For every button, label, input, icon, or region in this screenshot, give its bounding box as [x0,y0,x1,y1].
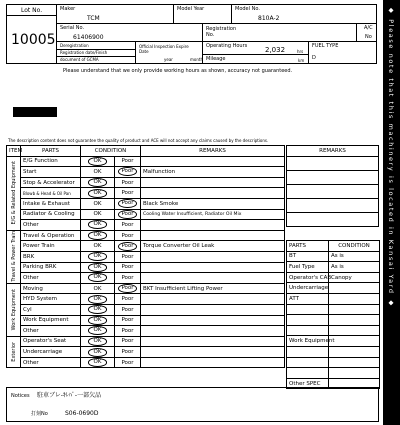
remark [141,220,285,231]
condition-ok-cell [81,156,115,167]
right-blank-row [329,325,380,336]
part-name: Radiator & Cooling [21,209,81,220]
table-row [7,251,285,262]
table-row [7,357,285,368]
condition-ok-cell [81,241,115,252]
part-name: E/G Function [21,156,81,167]
table-row [7,209,285,220]
group-label-cell [7,230,21,283]
right-work-equipment-label: Work Equipment [287,336,329,347]
condition-poor: Poor [121,190,134,197]
month-label: month [190,57,203,62]
condition-poor-cell [115,251,141,262]
part-name: BRK [21,251,81,262]
right-row [287,272,380,283]
right-blank-row [329,357,380,368]
ac-label: A/C [364,25,373,31]
condition-ok-cell [81,251,115,262]
part-name: Stop & Accelerator [21,177,81,188]
right-blank-row [329,346,380,357]
right-part: ATT [287,293,329,304]
condition-poor-cell [115,273,141,284]
table-row [7,304,285,315]
condition-poor-cell [115,198,141,209]
condition-ok-cell [81,315,115,326]
right-condition: As is [329,262,380,273]
mileage-unit: km [298,58,305,63]
condition-ok: OK [88,295,108,304]
condition-header: CONDITION [81,146,141,157]
right-remarks-row [287,198,379,212]
condition-poor: Poor [121,221,134,228]
right-remarks-row [287,184,379,198]
serial-value: 61406900 [73,34,104,41]
table-row [7,326,285,337]
remark [141,230,285,241]
table-row [7,220,285,231]
right-remarks-row [287,170,379,184]
condition-poor: Poor [121,349,134,356]
hours-value: 2,032 [265,46,286,54]
table-row [7,177,285,188]
maker-cell [56,4,174,24]
remark: Black Smoke [141,198,285,209]
condition-ok: OK [93,168,102,175]
model-no-value: 810A-2 [258,15,280,22]
fuel-cell [308,41,377,64]
condition-poor: Poor [121,327,134,334]
part-name: Travel & Operation [21,230,81,241]
table-row [7,156,285,167]
remark [141,294,285,305]
model-year-cell [173,4,232,24]
remark [141,315,285,326]
right-blank-row [287,315,329,326]
condition-poor: Poor [121,274,134,281]
condition-poor-cell [115,294,141,305]
remark [141,304,285,315]
condition-poor-cell [115,347,141,358]
group-label-cell [7,283,21,336]
table-row [7,273,285,284]
model-no-label: Model No. [235,6,260,12]
sidebar-note: ◆ Please note that this machinery is located in Kansai Yard ◆ [387,6,395,308]
right-blank-row [329,368,380,379]
condition-poor: Poor [118,210,136,219]
condition-ok-cell [81,188,115,199]
condition-ok: OK [88,273,108,282]
lot-no-cell [6,15,57,64]
part-name: Cyl [21,304,81,315]
condition-ok: OK [88,263,108,272]
condition-ok: OK [88,157,108,166]
part-name: Other [21,273,81,284]
right-part: Undercarriage [287,283,329,294]
maker-value: TCM [87,15,100,22]
table-row [7,167,285,178]
condition-poor-cell [115,230,141,241]
condition-poor-cell [115,326,141,337]
condition-poor-cell [115,156,141,167]
condition-poor: Poor [121,253,134,260]
lot-no-label: Lot No. [21,7,43,14]
table-row [7,198,285,209]
condition-ok-cell [81,262,115,273]
location-badge [13,107,57,124]
condition-ok: OK [93,243,102,250]
condition-poor: Poor [121,232,134,239]
remark: BKT Insufficient Lifting Power [141,283,285,294]
condition-poor: Poor [118,167,136,176]
condition-ok-cell [81,326,115,337]
part-name: HYD System [21,294,81,305]
item-header: ITEM [7,146,21,157]
table-row [7,347,285,358]
disclaimer: The description content does not guarantee the quality of product and ACE will not accept any claims caused by the descriptions. [8,138,269,143]
ac-cell [356,23,377,42]
right-blank-row [329,336,380,347]
condition-ok: OK [88,326,108,335]
right-blank-row [287,357,329,368]
notices-value: 駐車ブレ-ｷﾚﾊﾞ-一部欠品 [37,392,102,399]
condition-poor-cell [115,220,141,231]
location-badge-text: KANSAI [24,118,46,124]
condition-poor-cell [115,241,141,252]
condition-ok: OK [88,252,108,261]
condition-ok: OK [88,305,108,314]
hours-label: Operating Hours [206,43,248,49]
right-blank-row [329,315,380,326]
condition-ok: OK [88,358,108,367]
right-part: Operator's CAB [287,272,329,283]
right-parts-header: PARTS [287,241,329,252]
condition-poor-cell [115,188,141,199]
condition-ok: OK [93,200,102,207]
remark [141,251,285,262]
location-sidebar [383,0,400,425]
fuel-value: D [312,55,316,61]
condition-ok-cell [81,167,115,178]
condition-poor: Poor [121,338,134,345]
condition-poor-cell [115,167,141,178]
condition-poor: Poor [121,158,134,165]
mileage-label: Mileage [206,56,226,62]
right-row [287,251,380,262]
part-name: Power Train [21,241,81,252]
condition-ok: OK [88,189,108,198]
right-condition: Canopy [329,272,380,283]
right-condition: As is [329,251,380,262]
right-blank-row [329,304,380,315]
right-condition [329,293,380,304]
remarks-header: REMARKS [141,146,285,157]
condition-poor-cell [115,357,141,368]
dereg-cell [56,41,136,64]
condition-ok: OK [93,285,102,292]
part-name: Blowb & Head & Oil Pan [21,188,81,199]
condition-ok-cell [81,357,115,368]
right-remarks-row [287,212,379,226]
gcma-label: document of GCMA [60,57,99,62]
remark [141,273,285,284]
condition-ok: OK [88,220,108,229]
right-part: BT [287,251,329,262]
hours-notice: Please understand that we only provide working hours as shown, accuracy not guaranteed. [63,68,293,74]
group-label: Travel & Power Train [10,231,17,283]
remark [141,177,285,188]
right-parts-table [286,240,380,389]
right-blank-row [287,346,329,357]
year-label: year [164,57,173,62]
part-name: Start [21,167,81,178]
inspection-cell [135,41,203,64]
remark: Torque Converter Oil Leak [141,241,285,252]
inspection-label: Official Inspection Expire Date [139,44,189,54]
condition-poor: Poor [121,306,134,313]
maker-label: Maker [60,6,76,12]
part-name: Work Equipment [21,315,81,326]
model-year-label: Model Year [177,6,205,12]
condition-poor: Poor [121,296,134,303]
remark: Cooling Water Insufficient, Radiator Oil Mix [141,209,285,220]
condition-ok-cell [81,304,115,315]
part-name: Other [21,326,81,337]
right-remarks-table [286,145,379,227]
condition-ok-cell [81,230,115,241]
remark [141,357,285,368]
condition-ok: OK [88,348,108,357]
remark [141,156,285,167]
hours-cell [202,41,309,64]
hours-unit: hrs [297,49,304,54]
print-label: 打刻No [31,411,48,417]
serial-cell [56,23,203,42]
part-name: Parking BRK [21,262,81,273]
right-remarks-header: REMARKS [287,146,379,157]
remark [141,347,285,358]
condition-poor: Poor [121,179,134,186]
right-blank-row [287,325,329,336]
condition-poor: Poor [121,264,134,271]
condition-ok-cell [81,273,115,284]
part-name: Operator's Seat [21,336,81,347]
condition-poor-cell [115,262,141,273]
condition-ok: OK [88,316,108,325]
condition-ok: OK [88,178,108,187]
condition-poor-cell [115,283,141,294]
remark: Malfunction [141,167,285,178]
part-name: Other [21,357,81,368]
condition-poor: Poor [118,242,136,251]
condition-ok: OK [88,231,108,240]
condition-ok: OK [88,337,108,346]
inspection-table [6,145,285,368]
condition-ok-cell [81,220,115,231]
group-label-cell [7,156,21,230]
condition-poor-cell [115,209,141,220]
remark [141,262,285,273]
condition-poor: Poor [118,199,136,208]
registration-cell [202,23,357,42]
group-label: E/G & Related Equipment [10,161,17,225]
right-row [287,262,380,273]
parts-header: PARTS [21,146,81,157]
table-row [7,315,285,326]
condition-poor: Poor [118,284,136,293]
condition-ok-cell [81,198,115,209]
registration-label: Registration No. [206,26,237,38]
condition-ok-cell [81,209,115,220]
condition-poor-cell [115,336,141,347]
ac-value: No [365,34,372,40]
condition-ok: OK [93,211,102,218]
group-label: Work Equipment [10,289,17,331]
condition-ok-cell [81,347,115,358]
right-part: Fuel Type [287,262,329,273]
condition-ok-cell [81,336,115,347]
condition-poor-cell [115,315,141,326]
print-value: S06-0690D [65,410,99,417]
remark [141,326,285,337]
condition-ok-cell [81,294,115,305]
fuel-label: FUEL TYPE [312,43,339,49]
part-name: Moving [21,283,81,294]
right-remarks-row [287,156,379,170]
table-row [7,294,285,305]
right-other-spec-label: Other SPEC [287,378,329,389]
table-row [7,188,285,199]
right-row [287,283,380,294]
table-row [7,336,285,347]
lot-no-value: 10005 [11,32,56,48]
right-row [287,293,380,304]
condition-ok-cell [81,283,115,294]
dereg-date-label: Registration date/Finish [60,50,108,55]
right-blank-row [287,368,329,379]
condition-poor-cell [115,177,141,188]
part-name: Intake & Exhaust [21,198,81,209]
table-row [7,230,285,241]
condition-poor: Poor [121,359,134,366]
right-blank-row [287,304,329,315]
notices-box [6,387,379,422]
condition-poor-cell [115,304,141,315]
group-label: Exterior [10,342,17,362]
part-name: Undercarriage [21,347,81,358]
right-condition [329,283,380,294]
group-label-cell [7,336,21,368]
remark [141,188,285,199]
dereg-label: Deregistration [60,43,89,48]
table-row [7,241,285,252]
model-no-cell [231,4,377,24]
part-name: Other [21,220,81,231]
table-row [7,283,285,294]
condition-poor: Poor [121,317,134,324]
remark [141,336,285,347]
table-row [7,262,285,273]
serial-label: Serial No. [60,25,85,31]
condition-ok-cell [81,177,115,188]
notices-label: Notices [11,393,30,399]
right-condition-header: CONDITION [329,241,380,252]
